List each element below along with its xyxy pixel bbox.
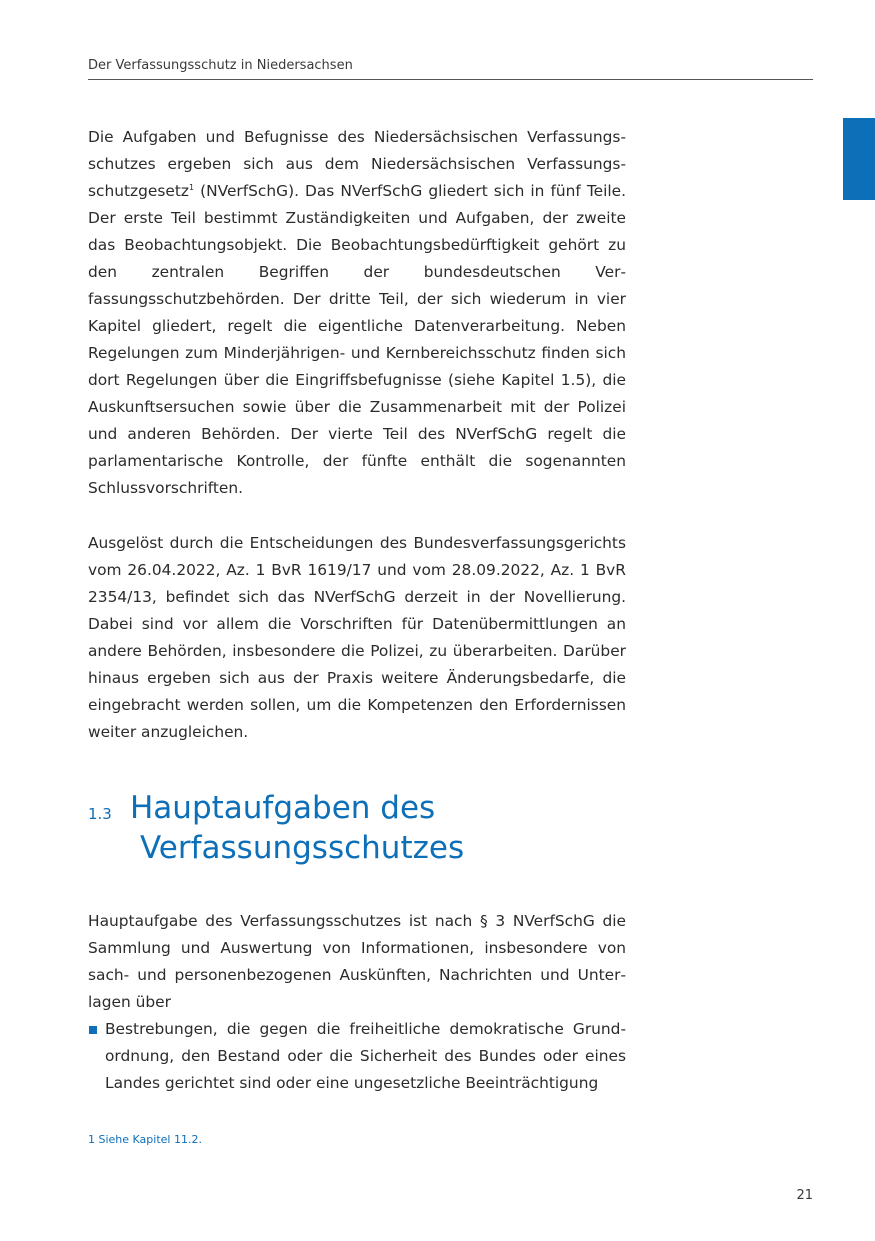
square-bullet-icon	[89, 1026, 97, 1034]
list-item-text: Bestrebungen, die gegen die freiheitliche demokratische Grundordnung, den Bestand oder die Sicherheit des Bundes oder eines Landes gerichtet sind oder eine ungesetzliche Beeinträchtigung	[105, 1020, 626, 1092]
running-header: Der Verfassungsschutz in Niedersachsen	[88, 58, 353, 73]
paragraph-text: Die Aufgaben und Befugnisse des Niedersächsischen Verfassungsschutzes ergeben sich aus dem Niedersächsischen Verfassungsschutzgesetz	[88, 128, 626, 200]
footnote-reference[interactable]: 1	[188, 182, 195, 192]
paragraph-legal-basis	[88, 124, 626, 502]
paragraph-main-tasks: Hauptaufgabe des Verfassungsschutzes ist nach § 3 NVerfSchG die Sammlung und Auswertung von Informationen, insbesondere von sach- und personenbezogenen Auskünften, Nachrichten und Unterlagen über	[88, 912, 626, 1011]
section-title-line1: Hauptaufgaben des	[130, 790, 436, 826]
list-item	[88, 1016, 626, 1097]
page-number: 21	[796, 1188, 813, 1203]
chapter-side-tab	[843, 118, 875, 200]
section-title-line2: Verfassungsschutzes	[140, 830, 465, 866]
section-number: 1.3	[88, 805, 112, 823]
footnote: 1 Siehe Kapitel 11.2.	[88, 1133, 202, 1146]
task-list	[88, 1016, 626, 1097]
paragraph-amendment: Ausgelöst durch die Entscheidungen des Bundesverfassungsgerichts vom 26.04.2022, Az. 1 BvR 1619/17 und vom 28.09.2022, Az. 1 BvR 2354/13, befindet sich das NVerfSchG derzeit in der Novellierung. Dabei sind vor allem die Vorschriften für Datenübermittlungen an andere Behörden, insbesondere die Polizei, zu überarbeiten. Darüber hinaus ergeben sich aus der Praxis weitere Änderungsbedarfe, die eingebracht werden sollen, um die Kompetenzen den Erfordernissen weiter anzugleichen.	[88, 534, 626, 741]
header-divider	[88, 79, 813, 80]
paragraph-text: (NVerfSchG). Das NVerfSchG gliedert sich in fünf Teile. Der erste Teil bestimmt Zuständigkeiten und Aufgaben, der zweite das Beobachtungsobjekt. Die Beobachtungsbedürftigkeit gehört zu den zentralen Begriffen der bundesdeutschen Verfassungsschutzbehörden. Der dritte Teil, der sich wiederum in vier Kapitel gliedert, regelt die eigentliche Datenverarbeitung. Neben Regelungen zum Minderjährigen- und Kernbereichsschutz finden sich dort Regelungen über die Eingriffsbefugnisse (siehe Kapitel 1.5), die Auskunftsersuchen sowie über die Zusammenarbeit mit der Polizei und anderen Behörden. Der vierte Teil des NVerfSchG regelt die parlamentarische Kontrolle, der fünfte enthält die sogenannten Schlussvorschriften.	[88, 182, 626, 497]
